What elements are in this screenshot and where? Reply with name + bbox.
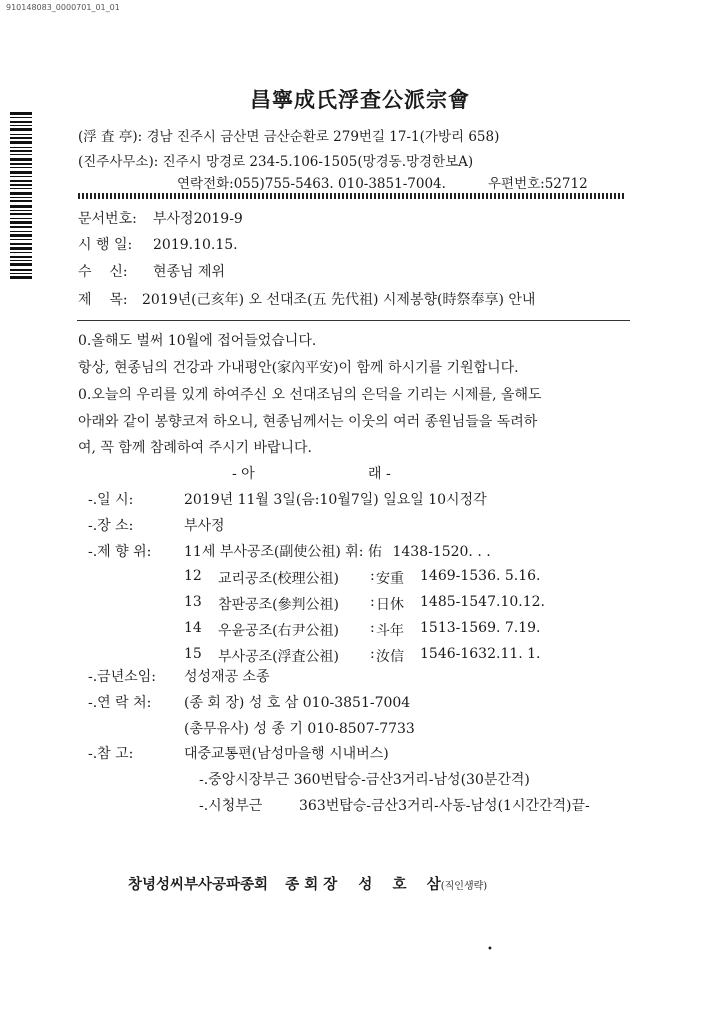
place-value: 부사정 — [184, 518, 225, 534]
contact-phone: 연락전화:055)755-5463. 010-3851-7004. — [177, 176, 446, 192]
below-heading-left: - 아 — [232, 466, 255, 482]
ancestor-hwi: 휘: — [345, 544, 364, 560]
datetime-label: -.일 시: — [88, 492, 134, 508]
contact-label: -.연 락 처: — [88, 695, 152, 711]
subject: 2019년(己亥年) 오 선대조(五 先代祖) 시제봉향(時祭奉享) 안내 — [142, 292, 536, 308]
office2-label: (진주사무소): — [78, 154, 159, 170]
ancestor-name: 우윤공조(右尹公祖) — [218, 623, 340, 639]
issue-date-row — [78, 234, 238, 254]
doc-number: 부사정2019-9 — [153, 211, 243, 227]
body-line-4: 아래와 같이 봉향코져 하오니, 현종님께서는 이웃의 여러 종원님들을 독려하 — [78, 414, 538, 430]
recipient: 현종님 제위 — [153, 264, 226, 280]
postal-code: 우편번호:52712 — [488, 176, 588, 192]
body-line-5: 여, 꼭 함께 참례하여 주시기 바랍니다. — [78, 440, 313, 456]
footer-seal-note: (직인생략) — [440, 881, 488, 892]
subject-row — [78, 289, 535, 309]
issue-date-label: 시 행 일: — [78, 237, 133, 253]
ancestor-row — [184, 541, 491, 561]
ancestor-generation: 13 — [184, 594, 202, 610]
ancestor-char: 斗年 — [376, 623, 404, 639]
ancestor-char: 汝信 — [376, 649, 404, 665]
body-line-3: 0.오늘의 우리를 있게 하여주신 오 선대조님의 은덕을 기리는 시제를, 올해도 — [78, 387, 542, 403]
ancestors-label: -.제 향 위: — [88, 544, 152, 560]
host-value: 성성재공 소종 — [184, 669, 270, 685]
body-line-1: 0.올해도 벌써 10월에 접어들었습니다. — [78, 333, 317, 349]
reference-route-1: -.중앙시장부근 360번탑승-금산3거리-남성(30분간격) — [199, 772, 530, 788]
ancestor-char: 佑 — [367, 544, 382, 560]
footer-org: 창녕성씨부사공파종회 — [128, 876, 269, 893]
subject-label: 제 목: — [78, 292, 128, 308]
issue-date: 2019.10.15. — [153, 237, 238, 253]
ancestor-hwi: : — [370, 646, 375, 662]
ancestor-generation: 15 — [184, 646, 202, 662]
ancestor-years: 1485-1547.10.12. — [420, 594, 545, 610]
doc-number-label: 문서번호: — [78, 211, 137, 227]
office1-line — [78, 125, 499, 145]
ancestor-generation: 12 — [184, 568, 202, 584]
footer-name: 성 호 삼 — [358, 876, 441, 893]
ancestor-hwi: : — [370, 568, 375, 584]
contact-chairman: (종 회 장) 성 호 삼 010-3851-7004 — [184, 695, 411, 711]
host-label: -.금년소임: — [88, 669, 156, 685]
recipient-label: 수 신: — [78, 264, 128, 280]
reference-route-2-label: -.시청부근 — [199, 798, 263, 814]
ancestor-years: 1546-1632.11. 1. — [420, 646, 541, 662]
below-heading-right: 래 - — [368, 466, 391, 482]
reference-route-2: 363번탑승-금산3거리-사동-남성(1시간간격)끝- — [299, 798, 590, 814]
ancestor-name: 참판공조(參判公祖) — [218, 597, 340, 613]
place-label: -.장 소: — [88, 518, 134, 534]
ancestor-hwi: : — [370, 620, 375, 636]
reference-transport: 대중교통편(남성마을행 시내버스) — [184, 746, 389, 762]
document-title: 昌寧成氏浮査公派宗會 — [250, 87, 470, 112]
ancestor-name: 부사공조(浮査公祖) — [218, 649, 340, 665]
doc-number-row — [78, 208, 243, 228]
body-line-2: 항상, 현종님의 건강과 가내평안(家內平安)이 함께 하시기를 기원합니다. — [78, 360, 519, 376]
ancestor-hwi: : — [370, 594, 375, 610]
subject-divider — [77, 320, 630, 321]
office1-label: (浮 査 亭): — [78, 129, 143, 145]
recipient-row — [78, 261, 225, 281]
footer-role: 종 회 장 — [285, 876, 338, 893]
ancestor-generation: 14 — [184, 620, 202, 636]
dashed-divider — [78, 193, 626, 199]
ancestor-char: 日休 — [376, 597, 404, 613]
contact-secretary: (총무유사) 성 종 기 010-8507-7733 — [184, 721, 415, 737]
file-id: 910148083_0000701_01_01 — [6, 3, 120, 12]
datetime-value: 2019년 11월 3일(음:10월7일) 일요일 10시정각 — [184, 492, 487, 508]
office2-address: 진주시 망경로 234-5.106-1505(망경동.망경한보A) — [162, 154, 474, 170]
ancestor-years: 1513-1569. 7.19. — [420, 620, 541, 636]
ancestor-name: 교리공조(校理公祖) — [218, 571, 340, 587]
stray-mark: • — [487, 944, 493, 955]
reference-label: -.참 고: — [88, 746, 134, 762]
office1-address: 경남 진주시 금산면 금산순환로 279번길 17-1(가방리 658) — [146, 129, 500, 145]
ancestor-generation: 11세 — [184, 544, 216, 560]
ancestor-char: 安重 — [376, 571, 404, 587]
footer-signature — [128, 873, 487, 894]
ancestor-years: 1438-1520. . . — [392, 544, 491, 560]
barcode — [10, 112, 32, 280]
ancestor-years: 1469-1536. 5.16. — [420, 568, 541, 584]
ancestor-name: 부사공조(副使公祖) — [219, 544, 341, 560]
office2-line — [78, 150, 473, 170]
